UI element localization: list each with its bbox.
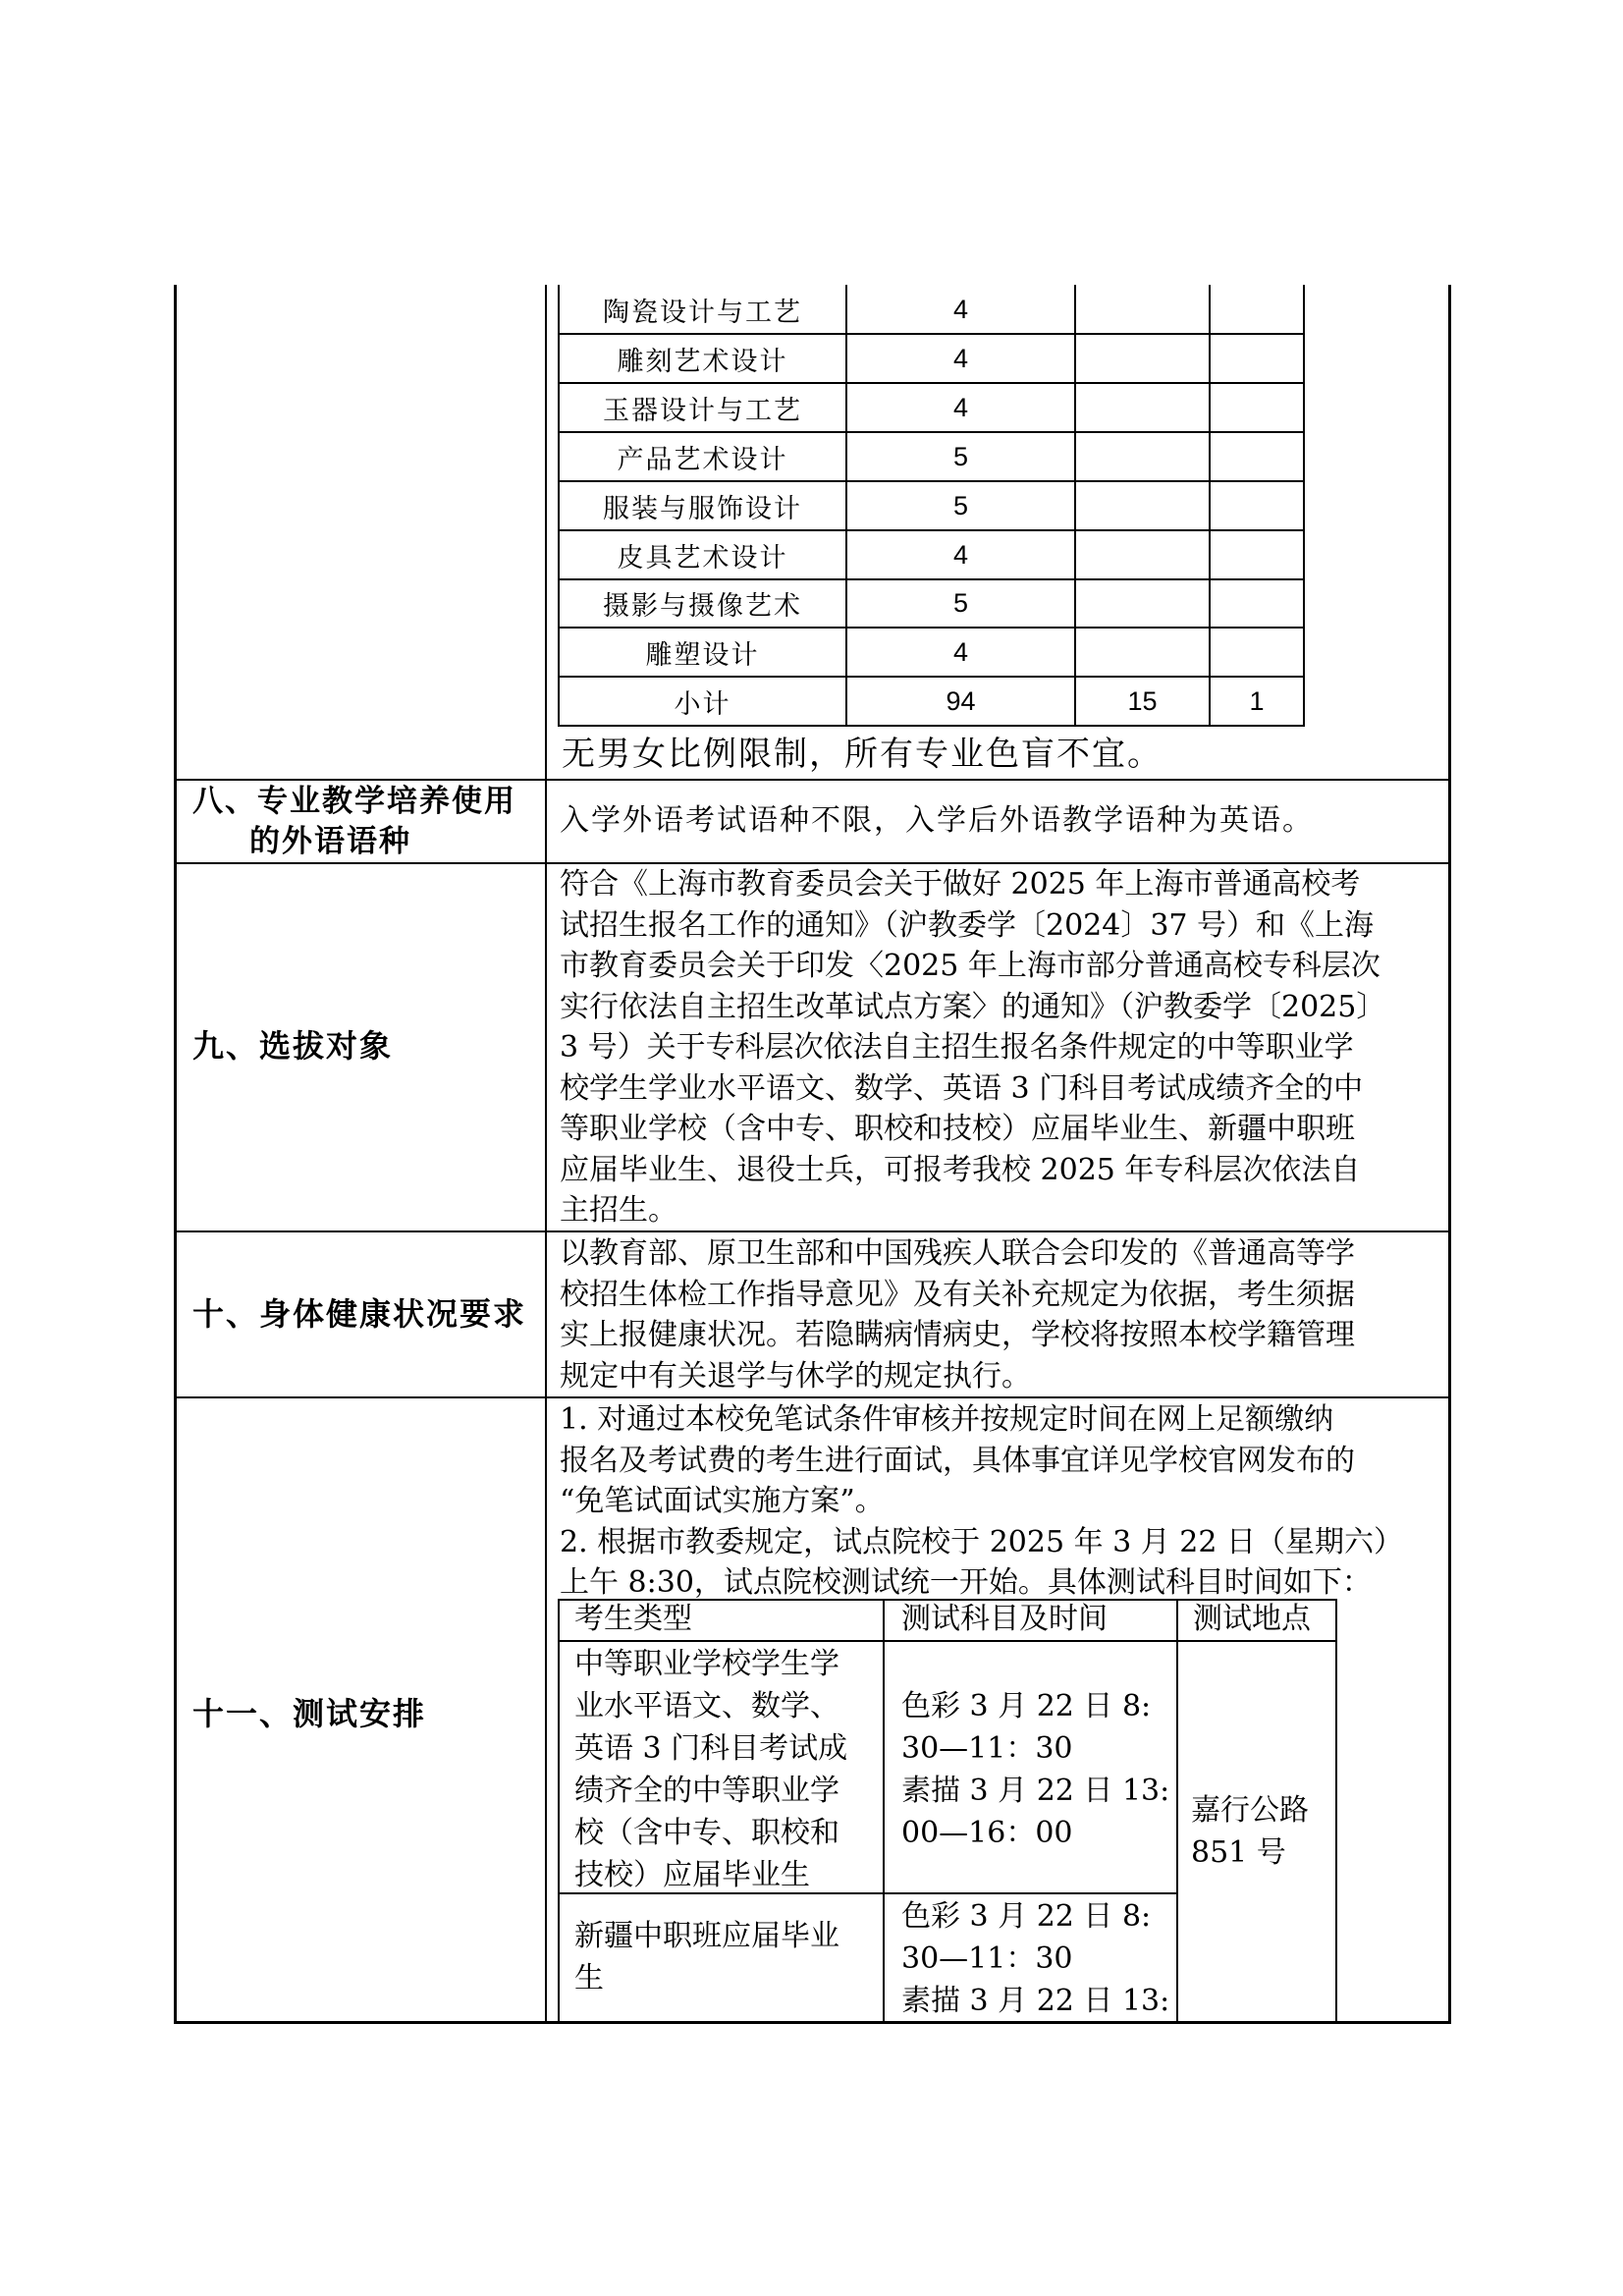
major-plan: 5 <box>952 490 969 520</box>
header-candidate-type: 考生类型 <box>574 1602 692 1636</box>
section10-line: 规定中有关退学与休学的规定执行。 <box>560 1358 1031 1394</box>
section10-label: 十、身体健康状况要求 <box>192 1295 527 1333</box>
major-name: 皮具艺术设计 <box>617 542 788 574</box>
major-name: 产品艺术设计 <box>617 444 788 475</box>
section11-line: 上午 8:30，试点院校测试统一开始。具体测试科目时间如下： <box>560 1565 1372 1600</box>
section11-content <box>560 1399 1443 1604</box>
section9-line: 市教育委员会关于印发〈2025 年上海市部分普通高校专科层次 <box>560 949 1380 983</box>
section9-line: 实行依法自主招生改革试点方案〉的通知》（沪教委学〔2025〕 <box>560 989 1386 1024</box>
section11-line: 报名及考试费的考生进行面试，具体事宜详见学校官网发布的 <box>560 1443 1355 1478</box>
label-column-divider <box>545 285 547 2023</box>
section10-line: 以教育部、原卫生部和中国残疾人联合会印发的《普通高等学 <box>560 1236 1355 1271</box>
section9-line: 等职业学校（含中专、职校和技校）应届毕业生、新疆中职班 <box>560 1112 1355 1146</box>
major-plan: 4 <box>952 392 969 422</box>
section9-line: 校学生学业水平语文、数学、英语 3 门科目考试成绩齐全的中 <box>560 1070 1364 1106</box>
major-plan: 5 <box>952 588 969 618</box>
section9-line: 应届毕业生、退役士兵，可报考我校 2025 年专科层次依法自 <box>560 1152 1361 1187</box>
section9-line: 主招生。 <box>560 1193 677 1228</box>
header-test-location: 测试地点 <box>1193 1602 1311 1636</box>
section9-content <box>560 864 1443 1231</box>
section11-line: 2. 根据市教委规定，试点院校于 2025 年 3 月 22 日（星期六） <box>560 1524 1403 1559</box>
section10-content <box>560 1233 1443 1396</box>
section11-line: “免笔试面试实施方案”。 <box>560 1484 885 1518</box>
major-name: 玉器设计与工艺 <box>603 395 802 426</box>
section9-line: 符合《上海市教育委员会关于做好 2025 年上海市普通高校考 <box>560 867 1361 902</box>
major-plan: 4 <box>952 636 969 667</box>
section10-line: 实上报健康状况。若隐瞒病情病史，学校将按照本校学籍管理 <box>560 1318 1355 1352</box>
major-plan: 5 <box>952 441 969 471</box>
major-name: 服装与服饰设计 <box>603 493 802 524</box>
header-test-subject-time: 测试科目及时间 <box>901 1602 1108 1636</box>
subtotal-col3: 15 <box>1127 685 1158 716</box>
row-divider-10-11 <box>174 1396 1450 1398</box>
section11-line: 1. 对通过本校免笔试条件审核并按规定时间在网上足额缴纳 <box>560 1402 1334 1437</box>
subtotal-plan: 94 <box>946 685 976 716</box>
major-name: 摄影与摄像艺术 <box>603 591 802 622</box>
test-location: 嘉行公路 851 号 <box>1191 1793 1309 1870</box>
row2-candidate-type: 新疆中职班应届毕业 生 <box>574 1919 839 1995</box>
section8-label-line2: 的外语语种 <box>249 824 411 859</box>
major-plan: 4 <box>952 343 969 373</box>
row1-test-time: 色彩 3 月 22 日 8: 30—11：30 素描 3 月 22 日 13: 00—16：00 <box>901 1689 1170 1850</box>
section10-line: 校招生体检工作指导意见》及有关补充规定为依据，考生须据 <box>560 1277 1355 1312</box>
major-plan: 4 <box>952 539 969 570</box>
outer-border-right <box>1448 285 1451 2023</box>
major-name: 陶瓷设计与工艺 <box>603 298 802 328</box>
section9-line: 3 号）关于专科层次依法自主招生报名条件规定的中等职业学 <box>560 1030 1354 1065</box>
section8-content: 入学外语考试语种不限，入学后外语教学语种为英语。 <box>560 803 1314 838</box>
section9-line: 试招生报名工作的通知》（沪教委学〔2024〕37 号）和《上海 <box>560 907 1375 943</box>
major-name: 雕刻艺术设计 <box>617 346 788 377</box>
subtotal-label: 小计 <box>674 688 731 720</box>
gender-colorblind-note: 无男女比例限制，所有专业色盲不宜。 <box>562 735 1163 774</box>
section8-label-line1: 八、专业教学培养使用 <box>192 784 516 819</box>
outer-border-left <box>174 285 177 2023</box>
section9-label: 九、选拔对象 <box>192 1027 394 1065</box>
outer-border-bottom <box>174 2021 1451 2024</box>
major-plan: 4 <box>952 295 969 324</box>
row2-test-time: 色彩 3 月 22 日 8: 30—11：30 素描 3 月 22 日 13: <box>901 1899 1170 2018</box>
row1-candidate-type: 中等职业学校学生学 业水平语文、数学、 英语 3 门科目考试成 绩齐全的中等职业学 校（含中专、职校和 技校）应届毕业生 <box>574 1647 848 1892</box>
major-name: 雕塑设计 <box>645 639 760 671</box>
section11-label: 十一、测试安排 <box>192 1695 427 1732</box>
subtotal-col4: 1 <box>1249 685 1265 716</box>
